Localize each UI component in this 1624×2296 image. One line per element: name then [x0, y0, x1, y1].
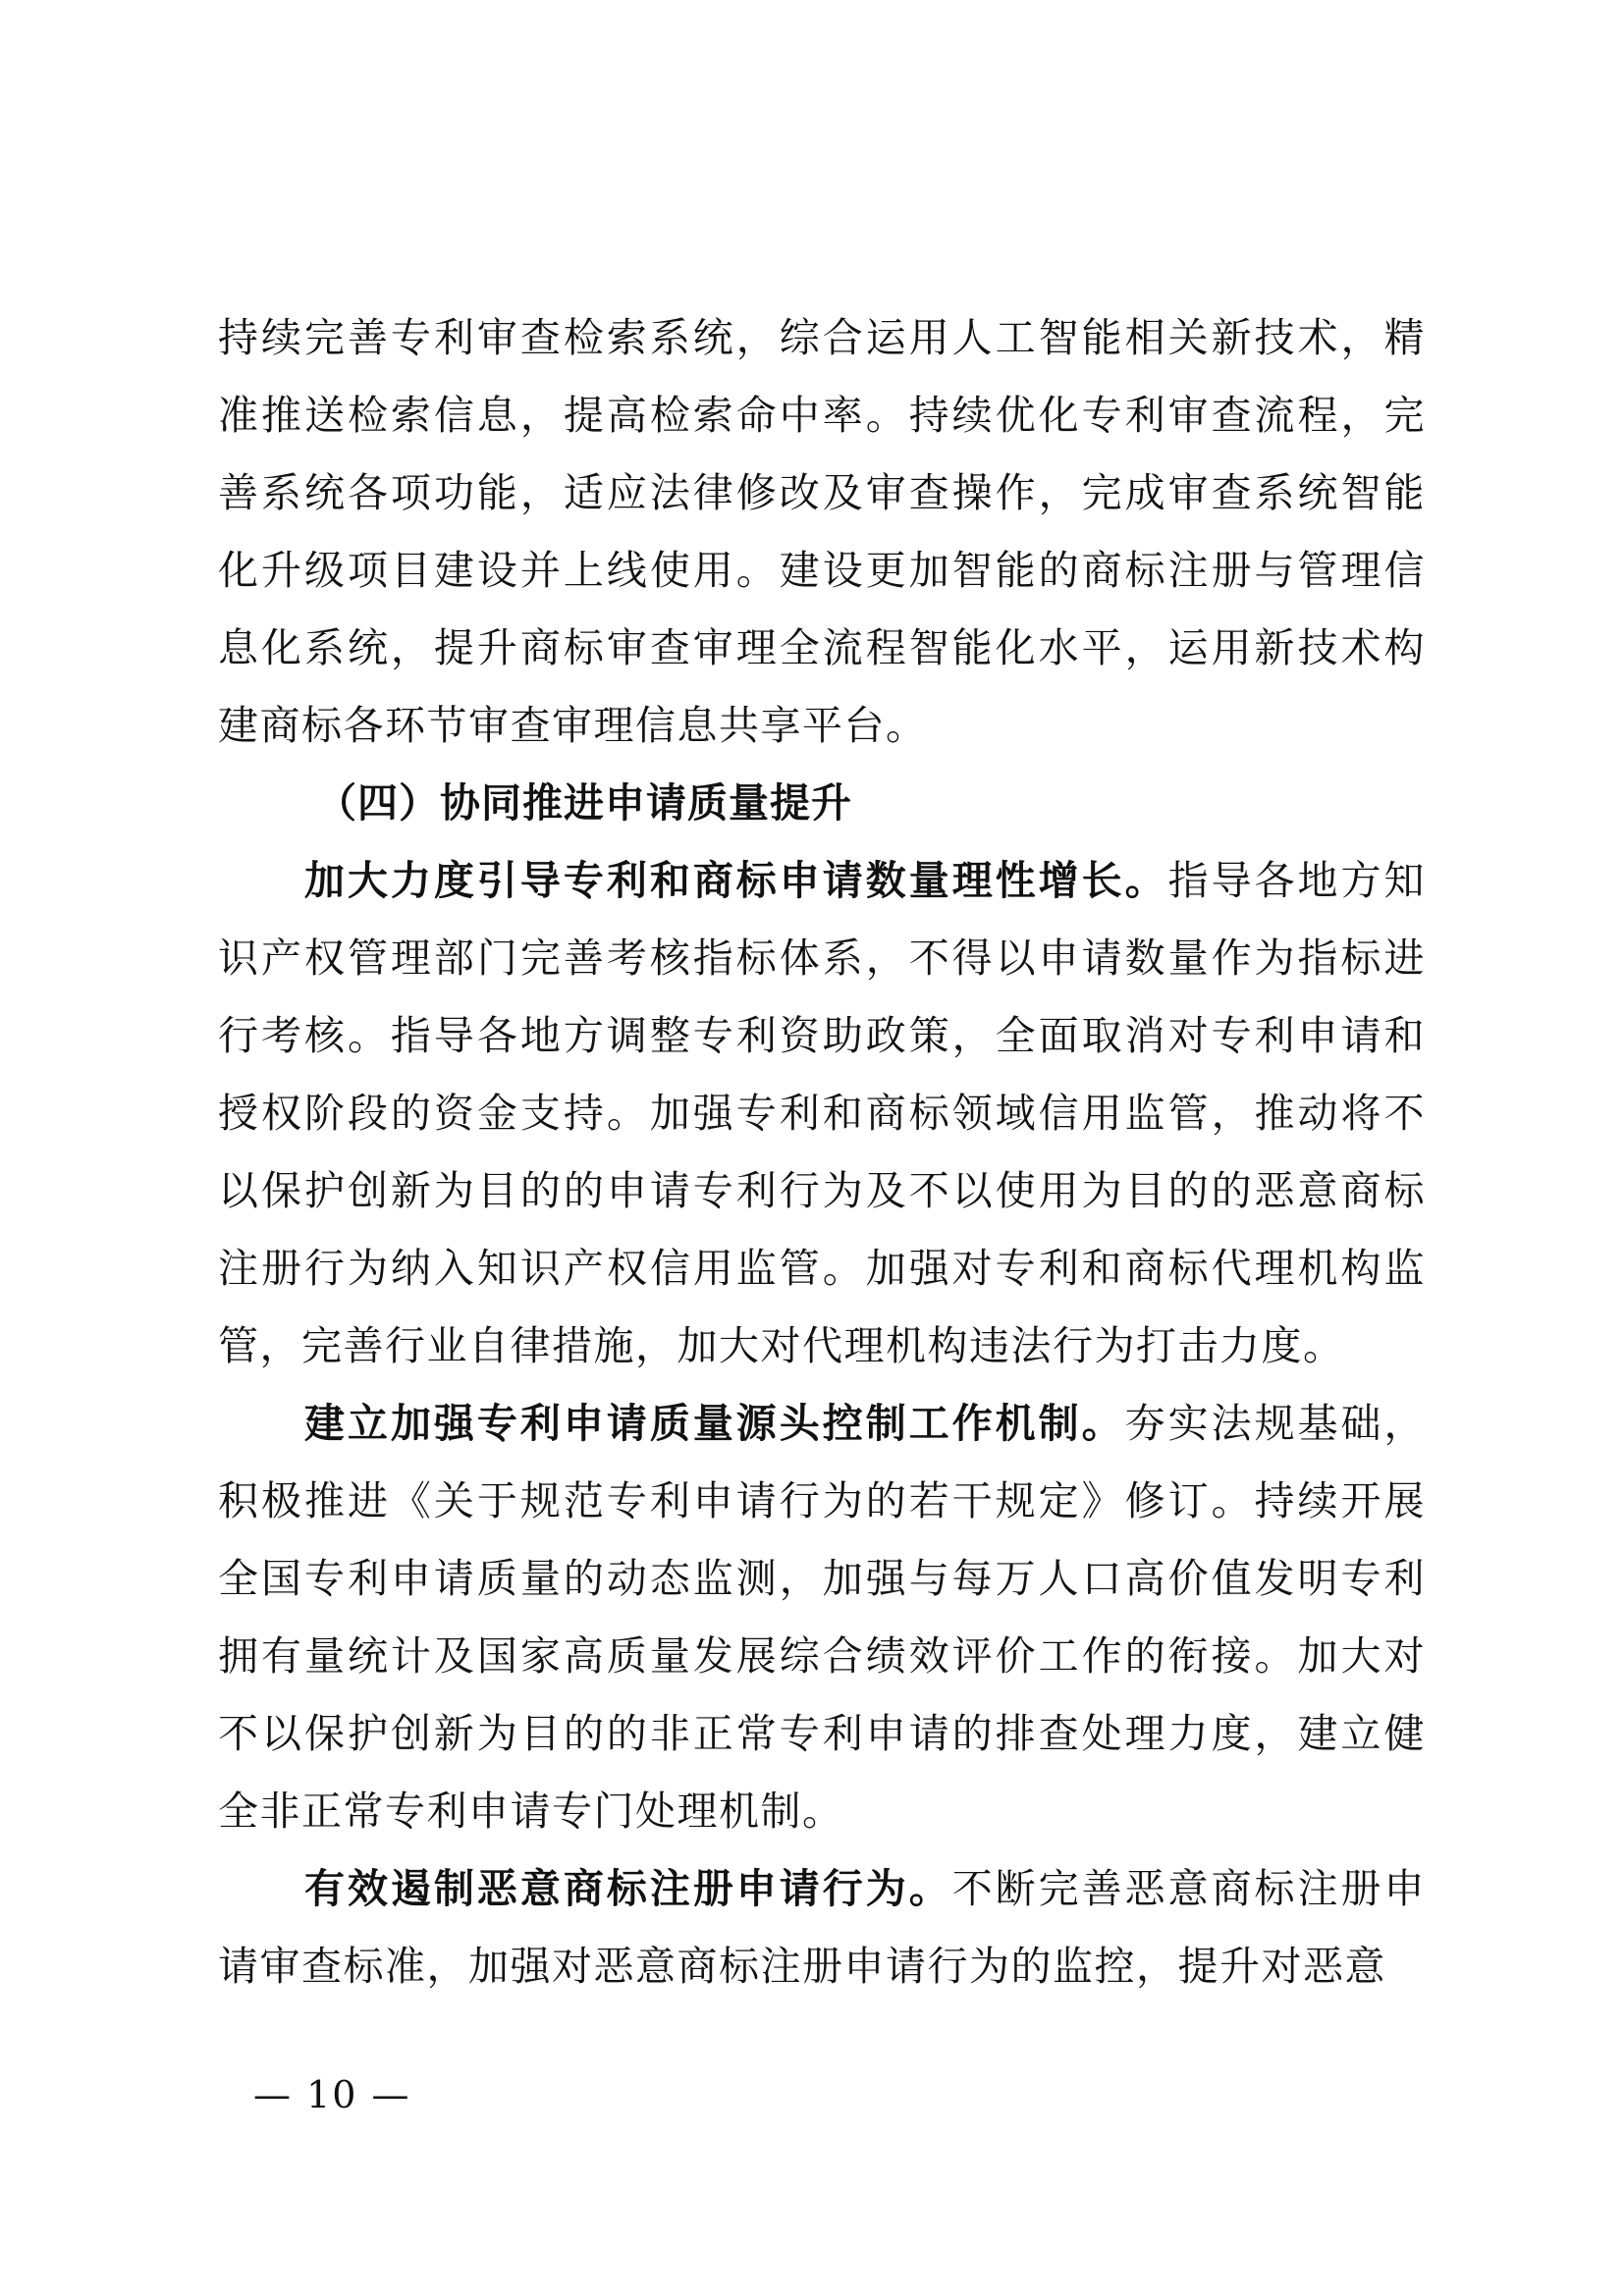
- section-heading: （四）协同推进申请质量提升: [316, 779, 852, 827]
- paragraph-source-control: [218, 1385, 1426, 1850]
- paragraph-text: 不断完善恶意商标注册申请审查标准，加强对恶意商标注册申请行为的监控，提升对恶意: [218, 1865, 1427, 1990]
- body-text: [218, 299, 1426, 2005]
- paragraph-text: 持续完善专利审查检索系统，综合运用人工智能相关新技术，精准推送检索信息，提高检索命中率。持续优化专利审查流程，完善系统各项功能，适应法律修改及审查操作，完成审查系统智能化升级项目建设并上线使用。建设更加智能的商标注册与管理信息化系统，提升商标审查审理全流程智能化水平，运用新技术构建商标各环节审查审理信息共享平台。: [218, 314, 1426, 749]
- page-number: — 10 —: [253, 2073, 411, 2116]
- paragraph-lead: 加大力度引导专利和商标申请数量理性增长。: [304, 857, 1168, 904]
- paragraph-continuation: [218, 299, 1426, 765]
- paragraph-text: 指导各地方知识产权管理部门完善考核指标体系，不得以申请数量作为指标进行考核。指导各地方调整专利资助政策，全面取消对专利申请和授权阶段的资金支持。加强专利和商标领域信用监管，推动将不以保护创新为目的的申请专利行为及不以使用为目的的恶意商标注册行为纳入知识产权信用监管。加强对专利和商标代理机构监管，完善行业自律措施，加大对代理机构违法行为打击力度。: [218, 857, 1427, 1369]
- paragraph-lead: 有效遏制恶意商标注册申请行为。: [304, 1865, 952, 1912]
- paragraph-malicious-trademark: [218, 1850, 1426, 2005]
- paragraph-text: 夯实法规基础，积极推进《关于规范专利申请行为的若干规定》修订。持续开展全国专利申请质量的动态监测，加强与每万人口高价值发明专利拥有量统计及国家高质量发展综合绩效评价工作的衔接。加大对不以保护创新为目的的非正常专利申请的排查处理力度，建立健全非正常专利申请专门处理机制。: [218, 1400, 1427, 1835]
- paragraph-lead: 建立加强专利申请质量源头控制工作机制。: [304, 1400, 1125, 1447]
- paragraph-application-growth: [218, 842, 1426, 1385]
